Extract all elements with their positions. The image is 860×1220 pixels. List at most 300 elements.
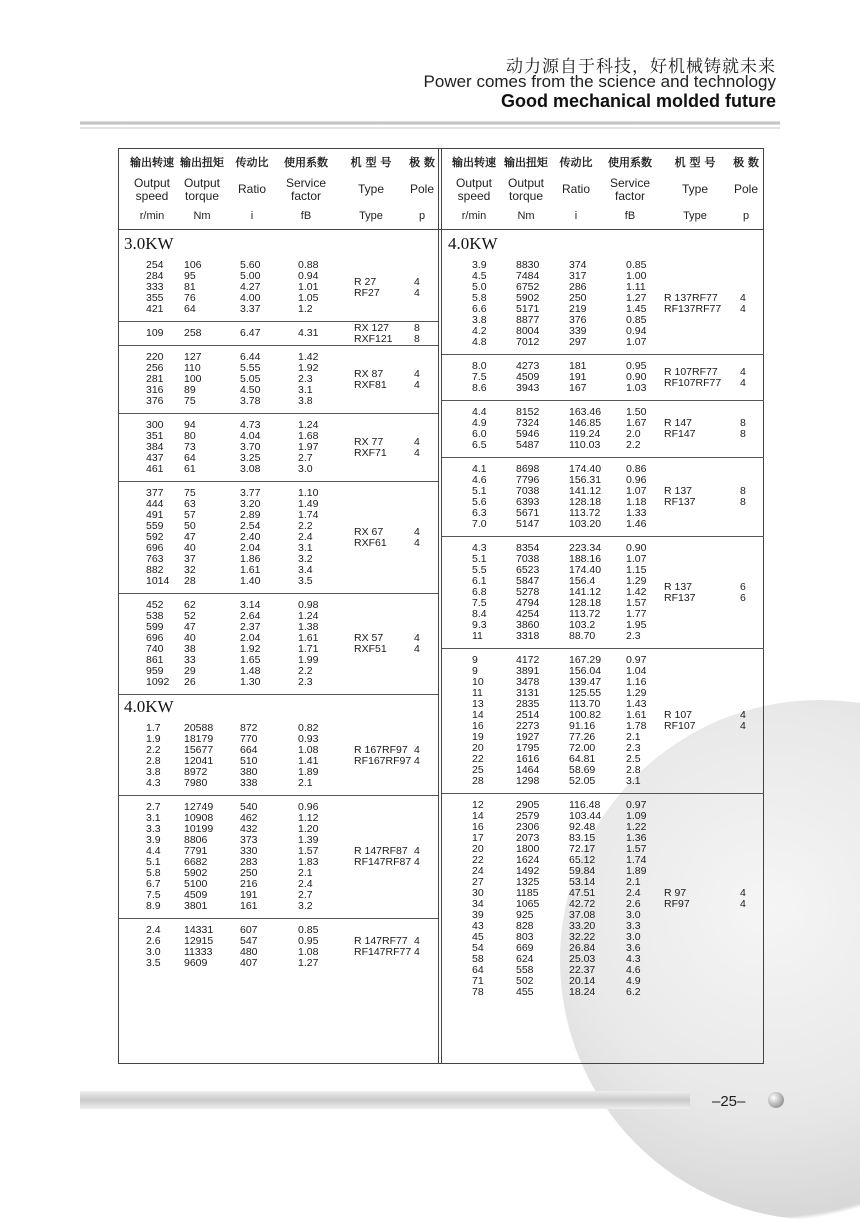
torque-cell: 502 xyxy=(516,975,534,987)
column-unit: p xyxy=(742,210,750,222)
speed-cell: 27 xyxy=(472,876,484,888)
column-header-cn: 传动比 xyxy=(235,156,269,169)
column-header-en xyxy=(724,183,768,196)
service-factor-cell: 1.33 xyxy=(626,507,647,519)
ratio-cell: 156.4 xyxy=(569,575,596,587)
torque-cell: 3131 xyxy=(516,687,540,699)
ratio-cell: 103.20 xyxy=(569,518,602,530)
service-factor-cell: 0.85 xyxy=(626,259,647,271)
speed-cell: 6.7 xyxy=(146,878,161,890)
speed-cell: 22 xyxy=(472,854,484,866)
torque-cell: 33 xyxy=(184,654,196,666)
table-row xyxy=(118,901,438,912)
service-factor-cell: 3.2 xyxy=(298,900,313,912)
service-factor-cell: 2.6 xyxy=(626,898,641,910)
service-factor-cell: 3.4 xyxy=(298,564,313,576)
ratio-cell: 3.78 xyxy=(240,395,261,407)
torque-cell: 29 xyxy=(184,665,196,677)
service-factor-cell: 1.97 xyxy=(298,441,319,453)
pole-count: 4 xyxy=(740,292,746,304)
service-factor-cell: 3.8 xyxy=(298,395,313,407)
torque-cell: 8972 xyxy=(184,766,208,778)
speed-cell: 2.4 xyxy=(146,924,161,936)
table-row xyxy=(442,554,764,565)
pole-count: 4 xyxy=(414,435,420,448)
table-row xyxy=(442,954,764,965)
torque-cell: 12915 xyxy=(184,935,214,947)
torque-cell: 4254 xyxy=(516,608,540,620)
pole-count: 8 xyxy=(740,485,746,497)
pole-count: 4 xyxy=(740,709,746,721)
ratio-cell: 297 xyxy=(569,336,587,348)
pole-count: 4 xyxy=(414,643,420,655)
column-header-en-line: factor xyxy=(290,189,321,203)
speed-cell: 4.4 xyxy=(146,845,161,857)
torque-cell: 2514 xyxy=(516,709,540,721)
speed-cell: 8.0 xyxy=(472,360,487,372)
table-row xyxy=(118,420,438,431)
gear-group xyxy=(118,919,438,976)
table-row xyxy=(118,431,438,442)
column-header-en-line: speed xyxy=(135,189,169,203)
service-factor-cell: 0.95 xyxy=(626,360,647,372)
table-row xyxy=(118,611,438,622)
table-row xyxy=(118,633,438,644)
model-type: R 167RF97 xyxy=(354,744,408,756)
table-row xyxy=(442,822,764,833)
torque-cell: 5171 xyxy=(516,303,540,315)
torque-cell: 10199 xyxy=(184,823,214,835)
column-header-en xyxy=(176,177,228,203)
pole-count: 4 xyxy=(414,525,420,538)
ratio-cell: 26.84 xyxy=(569,942,596,954)
ratio-cell: 4.50 xyxy=(240,384,261,396)
table-row xyxy=(442,631,764,642)
service-factor-cell: 1.08 xyxy=(298,946,319,958)
service-factor-cell: 1.05 xyxy=(298,292,319,304)
speed-cell: 1092 xyxy=(146,676,170,688)
pole-count: 4 xyxy=(740,898,746,910)
torque-cell: 8698 xyxy=(516,463,540,475)
speed-cell: 4.3 xyxy=(472,542,487,554)
speed-cell: 592 xyxy=(146,531,164,543)
column-header-en-line: Output xyxy=(507,176,545,190)
model-type: RX 87 xyxy=(354,367,384,380)
table-row xyxy=(442,475,764,486)
pole-count: 6 xyxy=(740,580,746,593)
torque-cell: 8004 xyxy=(516,325,540,337)
ratio-cell: 110.03 xyxy=(569,439,601,451)
service-factor-cell: 3.1 xyxy=(298,384,313,396)
speed-cell: 2.2 xyxy=(146,744,161,756)
speed-cell: 861 xyxy=(146,654,164,666)
ratio-cell: 53.14 xyxy=(569,876,596,888)
model-type: RF107 xyxy=(664,720,696,732)
service-factor-cell: 0.86 xyxy=(626,463,647,475)
speed-cell: 6.5 xyxy=(472,439,487,451)
service-factor-cell: 1.78 xyxy=(626,720,647,732)
pole-count: 4 xyxy=(740,365,746,378)
table-row xyxy=(118,655,438,666)
speed-cell: 58 xyxy=(472,953,484,965)
column-unit: r/min xyxy=(139,210,165,222)
torque-cell: 47 xyxy=(184,621,196,633)
torque-cell: 76 xyxy=(184,292,196,304)
service-factor-cell: 1.03 xyxy=(626,382,647,394)
torque-cell: 52 xyxy=(184,610,196,622)
gear-group xyxy=(118,482,438,594)
model-type: RXF61 xyxy=(354,536,387,549)
speed-cell: 1.9 xyxy=(146,733,161,745)
speed-cell: 4.1 xyxy=(472,463,487,475)
torque-cell: 2579 xyxy=(516,810,540,822)
table-row xyxy=(442,418,764,429)
model-type: RF147RF77 xyxy=(354,946,412,958)
ratio-cell: 338 xyxy=(240,777,258,789)
torque-cell: 3318 xyxy=(516,630,540,642)
service-factor-cell: 1.57 xyxy=(626,843,647,855)
speed-cell: 2.8 xyxy=(146,755,161,767)
torque-cell: 106 xyxy=(184,259,202,271)
service-factor-cell: 2.1 xyxy=(626,731,641,743)
speed-cell: 421 xyxy=(146,303,164,315)
table-row xyxy=(118,879,438,890)
ratio-cell: 462 xyxy=(240,812,258,824)
column-header-en-line: Ratio xyxy=(237,182,266,196)
torque-cell: 8806 xyxy=(184,834,208,846)
ratio-cell: 47.51 xyxy=(569,887,596,899)
speed-cell: 491 xyxy=(146,509,164,521)
torque-cell: 81 xyxy=(184,281,196,293)
model-type: RF107RF77 xyxy=(664,376,722,389)
pole-count: 4 xyxy=(740,303,746,315)
table-row xyxy=(442,699,764,710)
speed-cell: 376 xyxy=(146,395,164,407)
service-factor-cell: 1.36 xyxy=(626,832,647,844)
ratio-cell: 91.16 xyxy=(569,720,596,732)
ratio-cell: 5.60 xyxy=(240,259,261,271)
torque-cell: 89 xyxy=(184,384,196,396)
speed-cell: 8.6 xyxy=(472,382,487,394)
service-factor-cell: 1.45 xyxy=(626,303,647,315)
table-row xyxy=(442,565,764,576)
gear-group xyxy=(118,232,438,322)
ratio-cell: 18.24 xyxy=(569,986,596,998)
torque-cell: 1065 xyxy=(516,898,540,910)
table-row xyxy=(442,587,764,598)
torque-cell: 62 xyxy=(184,599,196,611)
ratio-cell: 3.70 xyxy=(240,441,261,453)
speed-cell: 5.8 xyxy=(146,867,161,879)
speed-cell: 34 xyxy=(472,898,484,910)
service-factor-cell: 1.74 xyxy=(626,854,647,866)
speed-cell: 43 xyxy=(472,920,484,932)
ratio-cell: 156.31 xyxy=(569,474,602,486)
ratio-cell: 72.00 xyxy=(569,742,596,754)
speed-cell: 17 xyxy=(472,832,484,844)
service-factor-cell: 0.94 xyxy=(626,325,647,337)
ratio-cell: 22.37 xyxy=(569,964,596,976)
ratio-cell: 32.22 xyxy=(569,931,596,943)
ratio-cell: 100.82 xyxy=(569,709,602,721)
speed-cell: 4.4 xyxy=(472,406,487,418)
ratio-cell: 59.84 xyxy=(569,865,596,877)
column-unit: fB xyxy=(624,210,636,222)
speed-cell: 11 xyxy=(472,687,483,699)
speed-cell: 696 xyxy=(146,632,164,644)
ratio-cell: 42.72 xyxy=(569,898,596,910)
table-row xyxy=(442,677,764,688)
model-type: RX 57 xyxy=(354,632,384,644)
column-unit: Nm xyxy=(193,210,211,222)
ratio-cell: 373 xyxy=(240,834,258,846)
speed-cell: 3.0 xyxy=(146,946,161,958)
torque-cell: 15677 xyxy=(184,744,214,756)
service-factor-cell: 4.9 xyxy=(626,975,641,987)
ratio-cell: 3.77 xyxy=(240,487,261,499)
table-row xyxy=(442,754,764,765)
column-header-en-line: Ratio xyxy=(561,182,590,196)
table-row xyxy=(442,688,764,699)
table-row xyxy=(442,508,764,519)
ratio-cell: 250 xyxy=(569,292,587,304)
service-factor-cell: 1.20 xyxy=(298,823,319,835)
gear-group xyxy=(442,355,764,401)
page-bullet-icon xyxy=(768,1092,784,1108)
column-header-en-line: factor xyxy=(614,189,645,203)
table-row xyxy=(118,554,438,565)
ratio-cell: 3.20 xyxy=(240,498,261,510)
speed-cell: 763 xyxy=(146,553,164,565)
ratio-cell: 374 xyxy=(569,259,587,271)
table-row xyxy=(118,396,438,407)
torque-cell: 10908 xyxy=(184,812,214,824)
ratio-cell: 156.04 xyxy=(569,665,602,677)
table-row xyxy=(442,543,764,554)
ratio-cell: 376 xyxy=(569,314,587,326)
speed-cell: 5.5 xyxy=(472,564,487,576)
table-row xyxy=(442,987,764,998)
torque-cell: 9609 xyxy=(184,957,208,969)
gear-group xyxy=(442,794,764,1005)
speed-cell: 7.5 xyxy=(472,371,487,383)
service-factor-cell: 1.92 xyxy=(298,362,319,374)
table-row xyxy=(442,666,764,677)
ratio-cell: 167 xyxy=(569,382,587,394)
column-unit: Nm xyxy=(517,210,535,222)
table-row xyxy=(118,293,438,304)
speed-cell: 45 xyxy=(472,931,484,943)
torque-cell: 803 xyxy=(516,931,534,943)
model-type: RX 77 xyxy=(354,435,384,448)
speed-cell: 16 xyxy=(472,821,484,833)
table-row xyxy=(118,488,438,499)
model-type: RF27 xyxy=(354,286,380,299)
header-slogan-cn: 动力源自于科技，好机械铸就未来 xyxy=(506,57,776,77)
speed-cell: 11 xyxy=(472,630,483,642)
service-factor-cell: 0.98 xyxy=(298,599,319,611)
ratio-cell: 33.20 xyxy=(569,920,596,932)
service-factor-cell: 1.07 xyxy=(626,553,647,565)
ratio-cell: 6.47 xyxy=(240,327,261,339)
ratio-cell: 1.40 xyxy=(240,575,261,587)
table-row xyxy=(118,374,438,385)
torque-cell: 127 xyxy=(184,351,202,363)
ratio-cell: 113.70 xyxy=(569,698,601,710)
pole-count: 6 xyxy=(740,591,746,604)
speed-cell: 6.8 xyxy=(472,586,487,598)
speed-cell: 4.2 xyxy=(472,325,487,337)
torque-cell: 2273 xyxy=(516,720,540,732)
column-header-en-line: Output xyxy=(133,176,171,190)
table-row xyxy=(118,723,438,734)
speed-cell: 538 xyxy=(146,610,164,622)
table-row xyxy=(442,732,764,743)
speed-cell: 2.7 xyxy=(146,801,161,813)
speed-cell: 19 xyxy=(472,731,484,743)
ratio-cell: 113.72 xyxy=(569,608,601,620)
service-factor-cell: 2.3 xyxy=(298,676,313,688)
column-header-en xyxy=(500,177,552,203)
torque-cell: 8830 xyxy=(516,259,540,271)
torque-cell: 6682 xyxy=(184,856,208,868)
torque-cell: 7038 xyxy=(516,553,540,565)
torque-cell: 40 xyxy=(184,632,196,644)
service-factor-cell: 3.1 xyxy=(298,542,313,554)
ratio-cell: 540 xyxy=(240,801,258,813)
model-type: RF137 xyxy=(664,496,696,508)
pole-count: 4 xyxy=(414,946,420,958)
table-row xyxy=(118,304,438,315)
pole-count: 4 xyxy=(740,376,746,389)
torque-cell: 64 xyxy=(184,303,196,315)
service-factor-cell: 2.0 xyxy=(626,428,641,440)
ratio-cell: 286 xyxy=(569,281,587,293)
power-rating-heading: 4.0KW xyxy=(448,234,498,253)
column-header-en-line: torque xyxy=(184,189,220,203)
torque-cell: 3943 xyxy=(516,382,540,394)
column-header-cn: 极 数 xyxy=(409,156,435,169)
ratio-cell: 103.44 xyxy=(569,810,602,822)
torque-cell: 4172 xyxy=(516,654,540,666)
gear-group xyxy=(118,346,438,414)
table-row xyxy=(118,778,438,789)
group-rows xyxy=(442,543,764,642)
service-factor-cell: 1.67 xyxy=(626,417,647,429)
power-rating-heading: 3.0KW xyxy=(124,234,174,253)
pole-count: 4 xyxy=(414,286,420,299)
speed-cell: 4.6 xyxy=(472,474,487,486)
model-type: RXF51 xyxy=(354,643,387,655)
speed-cell: 5.6 xyxy=(472,496,487,508)
torque-cell: 75 xyxy=(184,395,196,407)
service-factor-cell: 1.57 xyxy=(626,597,647,609)
model-type: R 147 xyxy=(664,417,693,429)
speed-cell: 3.1 xyxy=(146,812,161,824)
gear-group xyxy=(442,649,764,794)
pole-count: 4 xyxy=(740,720,746,732)
service-factor-cell: 1.83 xyxy=(298,856,319,868)
speed-cell: 384 xyxy=(146,441,164,453)
model-type: RF137 xyxy=(664,591,696,604)
header-tagline: Good mechanical molded future xyxy=(500,91,776,111)
torque-cell: 1795 xyxy=(516,742,540,754)
speed-cell: 39 xyxy=(472,909,484,921)
speed-cell: 3.8 xyxy=(472,314,487,326)
column-header-en xyxy=(126,177,178,203)
torque-cell: 3891 xyxy=(516,665,540,677)
torque-cell: 57 xyxy=(184,509,196,521)
ratio-cell: 103.2 xyxy=(569,619,596,631)
ratio-cell: 1.92 xyxy=(240,643,261,655)
service-factor-cell: 0.90 xyxy=(626,542,647,554)
service-factor-cell: 1.07 xyxy=(626,485,647,497)
speed-cell: 14 xyxy=(472,810,484,822)
footer-bar xyxy=(80,1091,690,1109)
torque-cell: 3478 xyxy=(516,676,540,688)
pole-count: 4 xyxy=(414,845,420,857)
ratio-cell: 3.14 xyxy=(240,599,261,611)
service-factor-cell: 3.1 xyxy=(626,775,641,787)
column-unit: p xyxy=(418,210,426,222)
torque-cell: 5902 xyxy=(516,292,540,304)
service-factor-cell: 2.2 xyxy=(298,665,313,677)
torque-cell: 61 xyxy=(184,463,196,475)
service-factor-cell: 1.49 xyxy=(298,498,319,510)
speed-cell: 5.8 xyxy=(472,292,487,304)
table-row xyxy=(442,943,764,954)
ratio-cell: 163.46 xyxy=(569,406,602,418)
torque-cell: 94 xyxy=(184,419,196,431)
ratio-cell: 125.55 xyxy=(569,687,602,699)
service-factor-cell: 3.0 xyxy=(298,463,313,475)
pole-count: 4 xyxy=(414,378,420,391)
column-header-cn: 使用系数 xyxy=(608,156,652,169)
speed-cell: 28 xyxy=(472,775,484,787)
speed-cell: 6.6 xyxy=(472,303,487,315)
torque-cell: 11333 xyxy=(184,946,213,958)
service-factor-cell: 1.15 xyxy=(626,564,647,576)
ratio-cell: 72.17 xyxy=(569,843,596,855)
table-row xyxy=(442,407,764,418)
speed-cell: 959 xyxy=(146,665,164,677)
service-factor-cell: 1.61 xyxy=(626,709,647,721)
table-row xyxy=(442,271,764,282)
column-header-cn: 机 型 号 xyxy=(674,156,716,169)
speed-cell: 461 xyxy=(146,463,164,475)
table-header-divider xyxy=(118,229,764,230)
table-row xyxy=(442,866,764,877)
table-row xyxy=(442,464,764,475)
table-row xyxy=(442,765,764,776)
column-header-en-line: Type xyxy=(357,182,384,196)
service-factor-cell: 2.3 xyxy=(298,373,313,385)
ratio-cell: 146.85 xyxy=(569,417,602,429)
page-number: –25– xyxy=(712,1093,746,1110)
pole-count: 4 xyxy=(414,935,420,947)
speed-cell: 54 xyxy=(472,942,484,954)
torque-cell: 32 xyxy=(184,564,196,576)
ratio-cell: 607 xyxy=(240,924,258,936)
ratio-cell: 116.48 xyxy=(569,799,601,811)
torque-cell: 64 xyxy=(184,452,196,464)
table-row xyxy=(442,620,764,631)
speed-cell: 10 xyxy=(472,676,484,688)
speed-cell: 3.3 xyxy=(146,823,161,835)
pole-count: 4 xyxy=(414,536,420,549)
ratio-cell: 380 xyxy=(240,766,258,778)
model-type: R 137 xyxy=(664,485,693,497)
